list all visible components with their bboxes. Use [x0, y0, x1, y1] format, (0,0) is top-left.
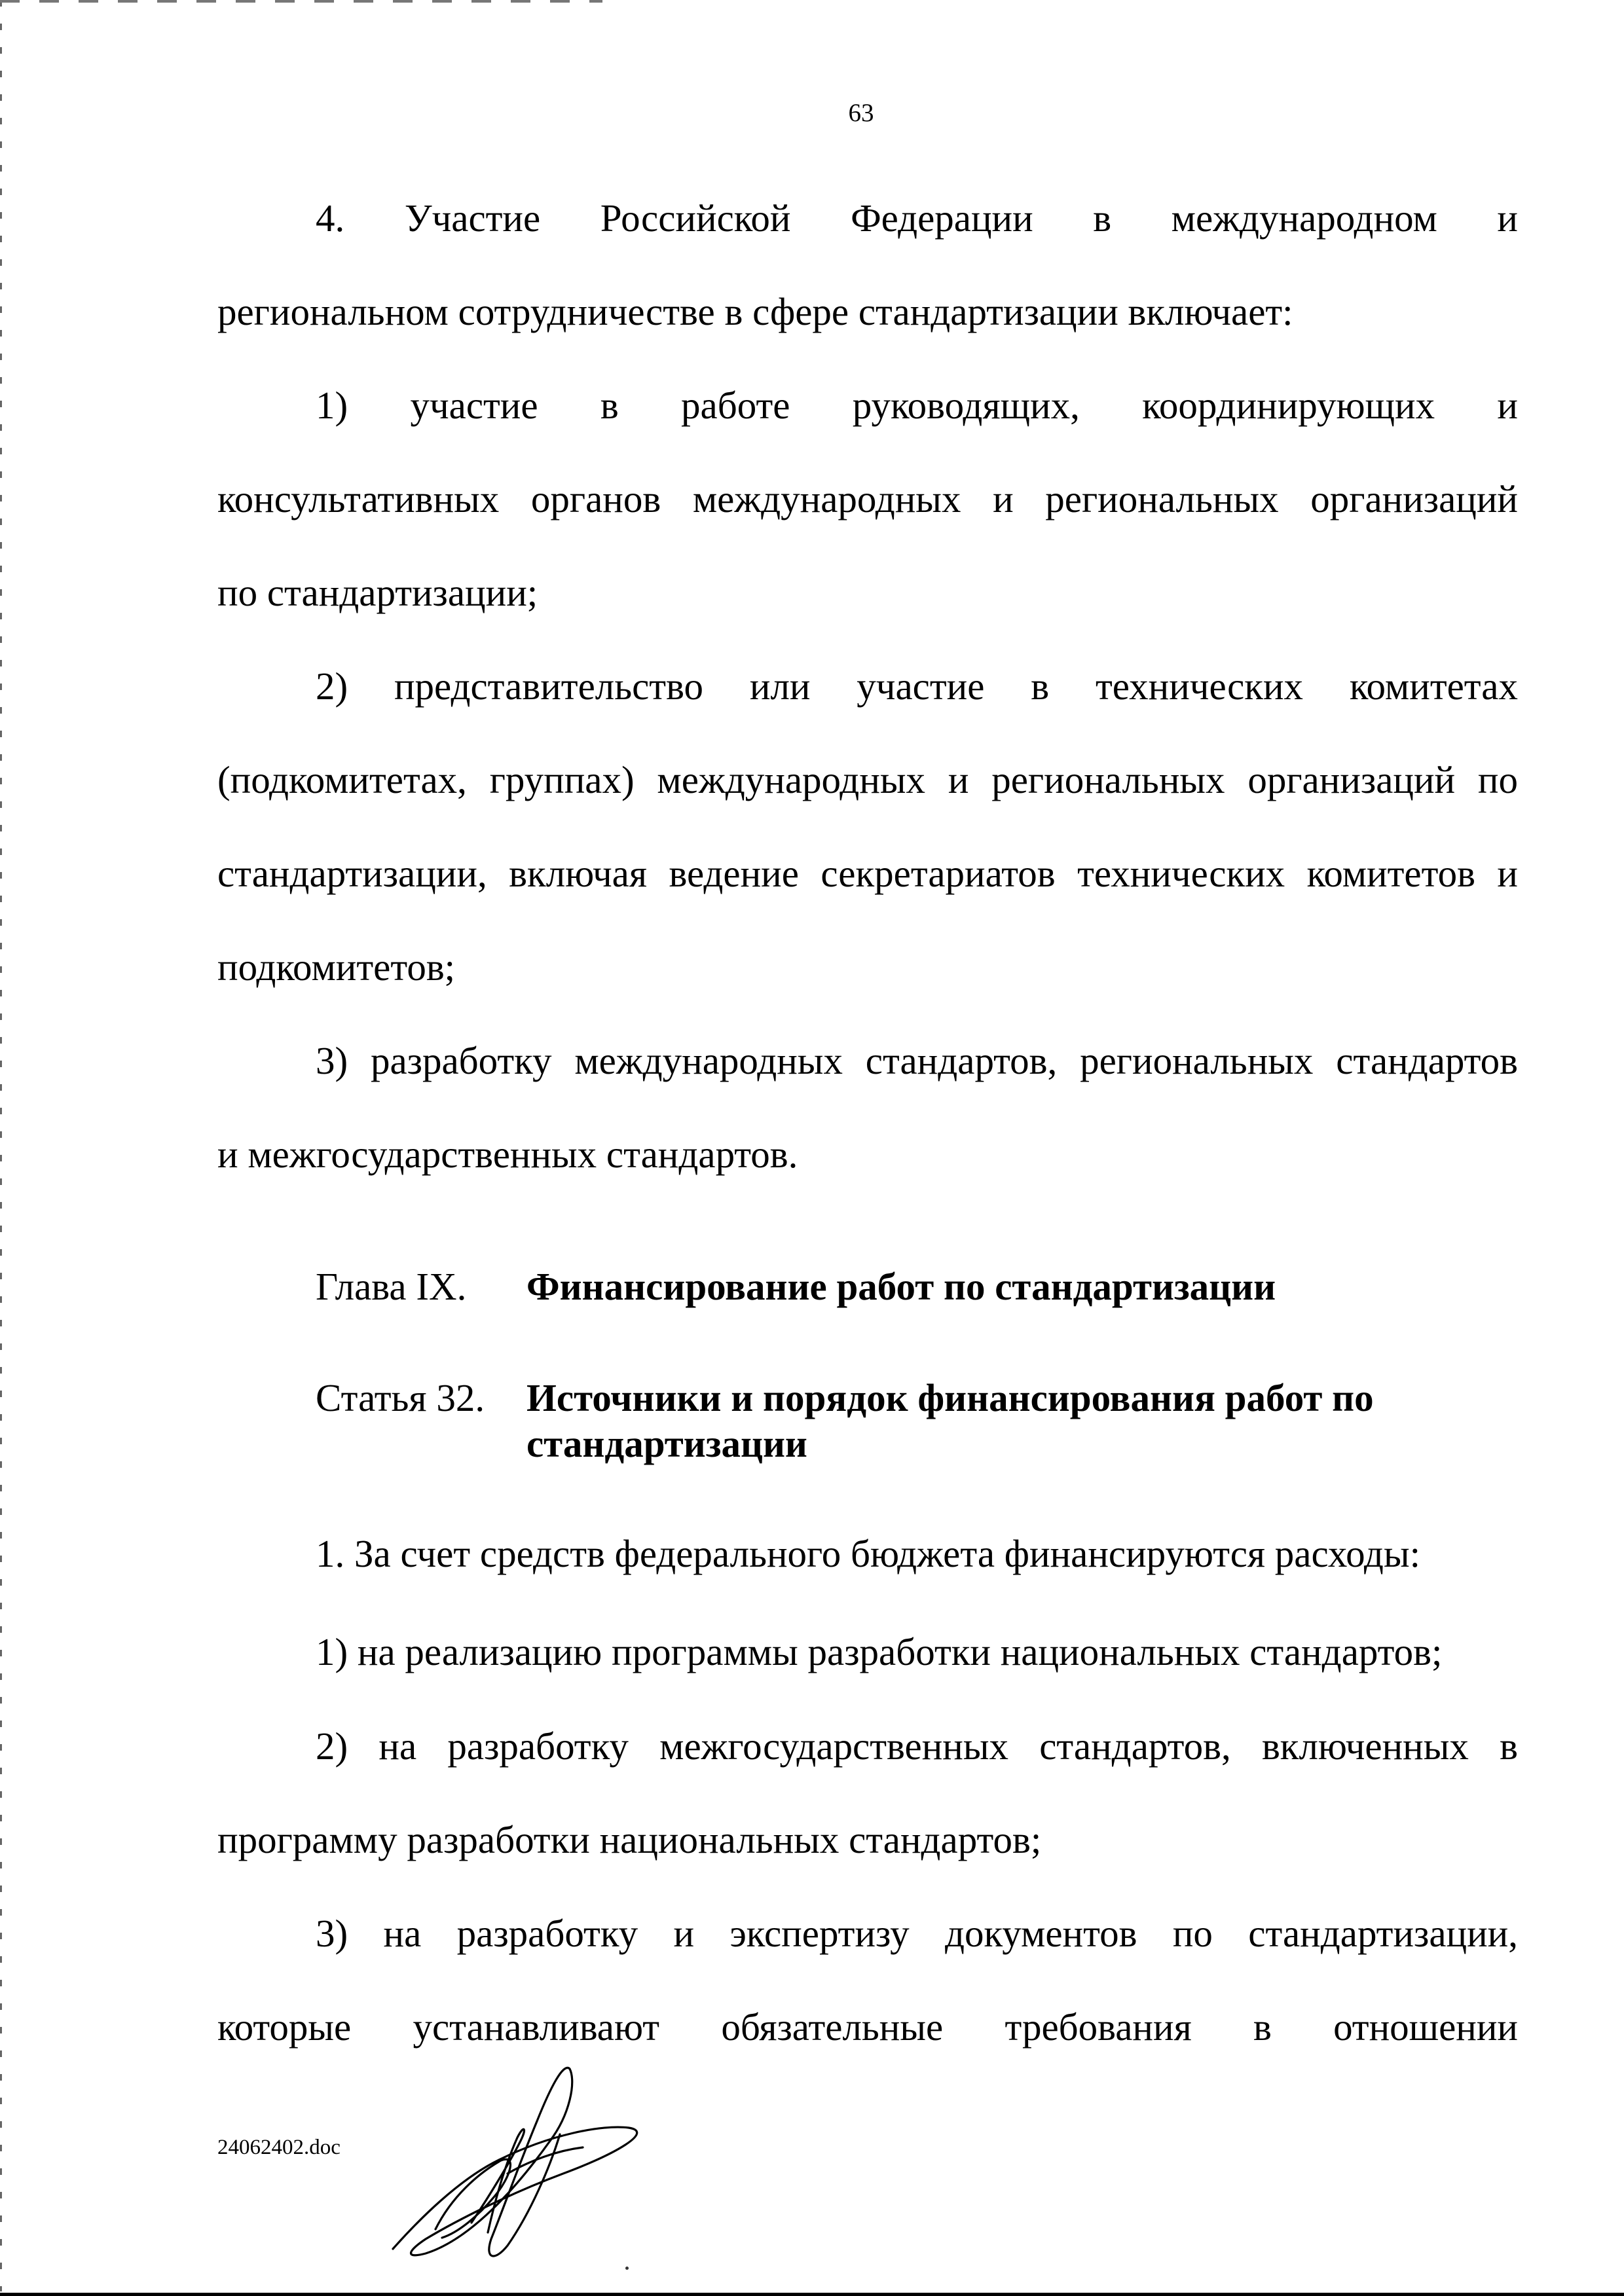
- article-item-2-line-2: программу разработки национальных стандартов;: [217, 1818, 1042, 1861]
- paragraph-4-line-1: 4. Участие Российской Федерации в международном и: [316, 196, 1518, 240]
- item-2-line-3: стандартизации, включая ведение секретариатов технических комитетов и: [217, 852, 1518, 895]
- scan-left-border: [0, 0, 2, 2291]
- document-reference: 24062402.doc: [217, 2136, 341, 2159]
- item-2-line-4: подкомитетов;: [217, 945, 456, 989]
- article-paragraph-1: 1. За счет средств федерального бюджета финансируются расходы:: [316, 1532, 1420, 1575]
- item-1-line-3: по стандартизации;: [217, 571, 538, 614]
- scan-speck: [625, 2267, 629, 2270]
- handwritten-signature: [380, 2062, 707, 2272]
- item-2-line-2: (подкомитетах, группах) международных и региональных организаций по: [217, 758, 1518, 801]
- item-3-line-2: и межгосударственных стандартов.: [217, 1133, 798, 1176]
- scan-top-edge: [0, 0, 602, 3]
- chapter-label: Глава IX.: [316, 1265, 467, 1308]
- article-item-3-line-2: которые устанавливают обязательные требования в отношении: [217, 2005, 1518, 2049]
- article-item-3-line-1: 3) на разработку и экспертизу документов по стандартизации,: [316, 1912, 1518, 1955]
- scan-bottom-border: [0, 2293, 1624, 2296]
- item-2-line-1: 2) представительство или участие в технических комитетах: [316, 665, 1518, 708]
- article-label: Статья 32.: [316, 1376, 485, 1419]
- article-item-1: 1) на реализацию программы разработки национальных стандартов;: [316, 1630, 1443, 1673]
- paragraph-4-line-2: региональном сотрудничестве в сфере стандартизации включает:: [217, 290, 1293, 333]
- article-title: Источники и порядок финансирования работ по стандартизации: [526, 1376, 1374, 1465]
- page-number: 63: [848, 99, 874, 127]
- article-item-2-line-1: 2) на разработку межгосударственных стандартов, включенных в: [316, 1724, 1518, 1768]
- chapter-title: Финансирование работ по стандартизации: [526, 1265, 1276, 1308]
- item-1-line-2: консультативных органов международных и региональных организаций: [217, 477, 1518, 520]
- item-1-line-1: 1) участие в работе руководящих, координирующих и: [316, 384, 1518, 427]
- item-3-line-1: 3) разработку международных стандартов, региональных стандартов: [316, 1039, 1518, 1082]
